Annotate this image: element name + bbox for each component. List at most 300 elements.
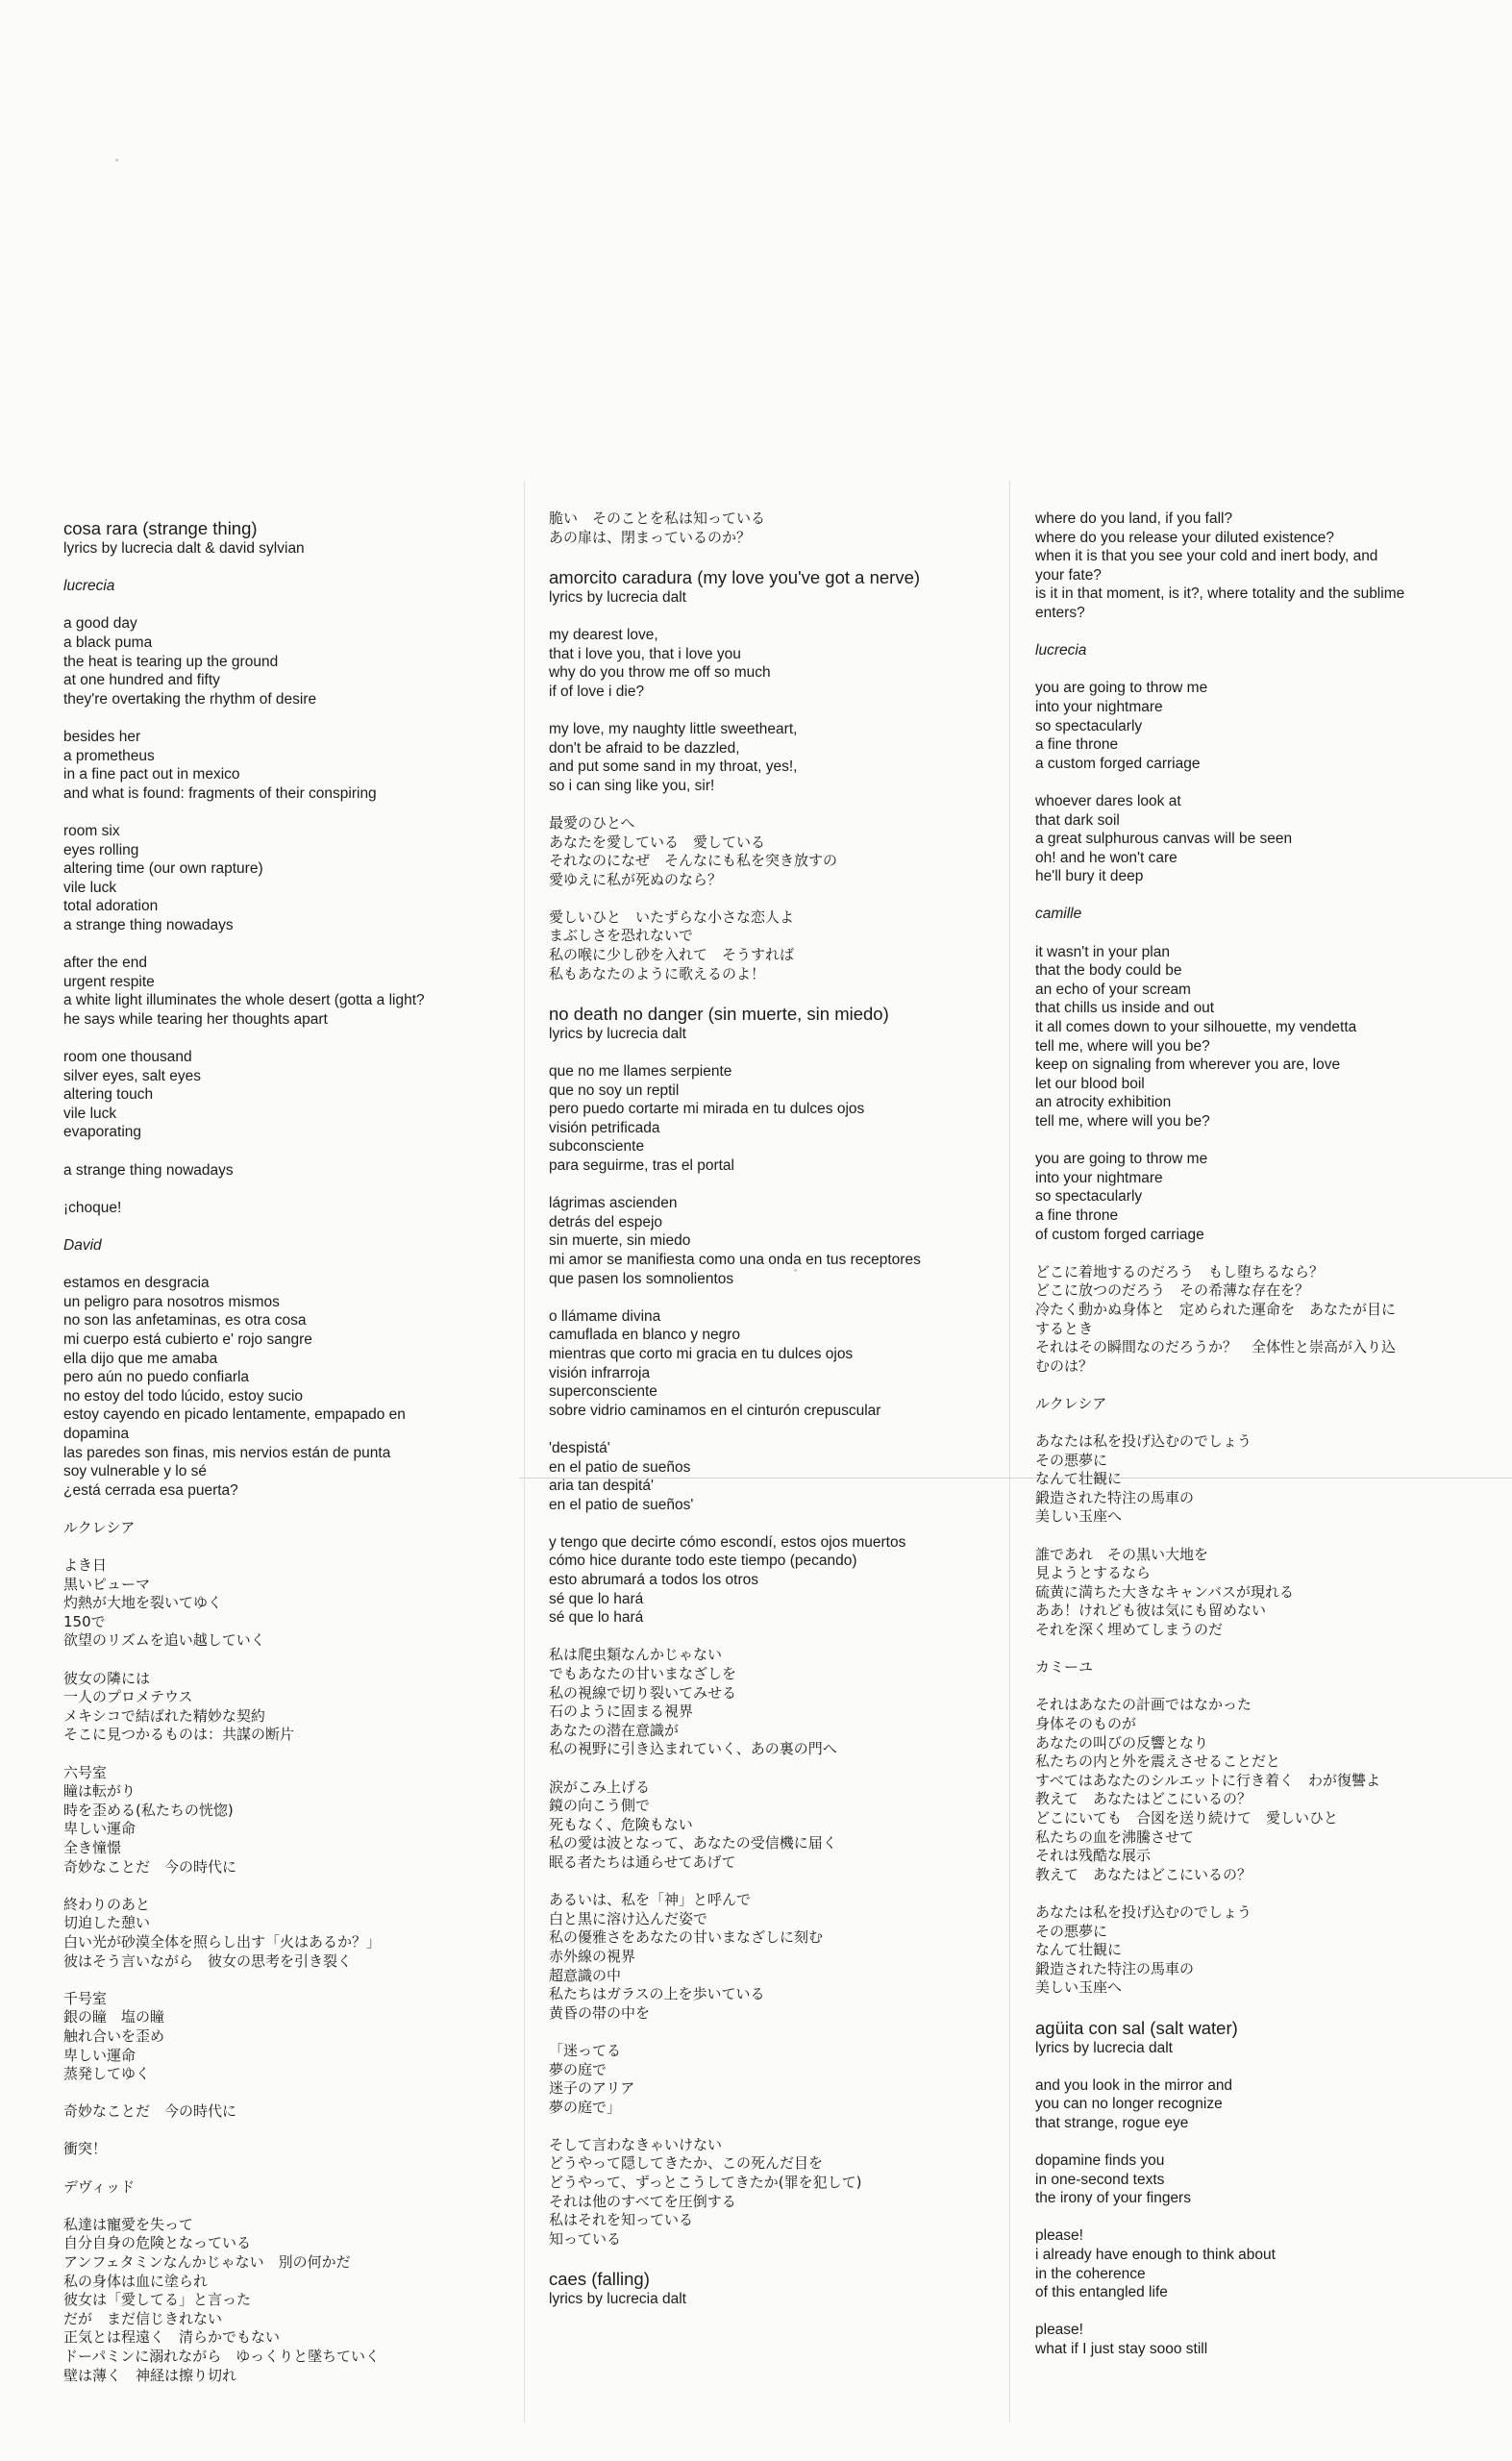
lyric-line: lágrimas ascienden — [549, 1195, 678, 1212]
lyric-line: 私の愛は波となって、あなたの受信機に届く — [549, 1834, 837, 1852]
lyric-line: 衝突！ — [63, 2140, 108, 2158]
lyric-line: 彼女の隣には — [63, 1669, 151, 1687]
lyric-line: aria tan despitá' — [549, 1478, 654, 1495]
lyric-line: 黒いピューマ — [63, 1575, 151, 1593]
lyric-line: sé que lo hará — [549, 1590, 644, 1607]
lyric-line: an atrocity exhibition — [1035, 1094, 1172, 1111]
page-fold-line — [524, 481, 525, 2423]
lyric-stanza — [63, 1274, 515, 1500]
japanese-stanza — [1035, 1903, 1468, 1998]
lyric-line: ルクレシア — [63, 1518, 136, 1536]
lyric-line: 私たちはガラスの上を歩いている — [549, 1985, 765, 2003]
lyric-line: he says while tearing her thoughts apart — [63, 1010, 328, 1028]
lyric-line: when it is that you see your cold and inert body, and — [1035, 548, 1378, 565]
lyric-line: 灼熱が大地を裂いてゆく — [63, 1594, 223, 1612]
lyric-line: it all comes down to your silhouette, my vendetta — [1035, 1019, 1357, 1036]
lyric-line: 六号室 — [63, 1763, 108, 1781]
lyric-line: is it in that moment, is it?, where totality and the sublime — [1035, 585, 1405, 603]
lyric-line: and you look in the mirror and — [1035, 2076, 1233, 2094]
lyric-line: なんて壮観に — [1035, 1470, 1123, 1488]
lyric-line: そこに見つかるものは：共謀の断片 — [63, 1726, 295, 1744]
lyric-stanza — [1035, 2226, 1468, 2301]
lyric-line: a strange thing nowadays — [63, 916, 234, 933]
song-title: caes (falling) — [549, 2269, 650, 2290]
lyrics-column-right — [1035, 510, 1468, 2377]
lyric-line: that chills us inside and out — [1035, 1000, 1215, 1017]
lyric-stanza — [63, 614, 515, 708]
lyric-line: that strange, rogue eye — [1035, 2114, 1189, 2131]
lyric-line: 身体そのものが — [1035, 1715, 1137, 1732]
lyric-line: 彼はそう言いながら 彼女の思考を引き裂く — [63, 1951, 353, 1970]
lyric-line: tell me, where will you be? — [1035, 1113, 1210, 1130]
page-fold-line — [1009, 481, 1010, 2423]
lyric-line: so spectacularly — [1035, 717, 1143, 734]
lyric-line: let our blood boil — [1035, 1075, 1145, 1092]
lyric-line: 超意識の中 — [549, 1966, 622, 1984]
lyric-line: David — [63, 1236, 102, 1254]
lyric-line: mientras que corto mi gracia en tu dulces ojos — [549, 1345, 854, 1362]
lyric-line: 夢の庭で — [549, 2060, 607, 2078]
lyric-line: ドーパミンに溺れながら ゆっくりと墜ちていく — [63, 2348, 380, 2365]
lyric-line: 一人のプロメテウス — [63, 1688, 193, 1706]
lyric-line: 鍛造された特注の馬車の — [1035, 1959, 1195, 1977]
lyric-line: 教えて あなたはどこにいるの？ — [1035, 1865, 1252, 1883]
lyrics-credit: lyrics by lucrecia dalt — [549, 1025, 686, 1042]
lyric-line: メキシコで結ばれた精妙な契約 — [63, 1706, 265, 1725]
lyric-line: don't be afraid to be dazzled, — [549, 739, 740, 757]
lyric-stanza — [549, 1194, 991, 1288]
japanese-stanza — [63, 1670, 515, 1745]
japanese-stanza — [1035, 1432, 1468, 1527]
lyric-line: 知っている — [549, 2229, 622, 2248]
lyric-line: un peligro para nosotros mismos — [63, 1293, 280, 1310]
lyric-line: you are going to throw me — [1035, 680, 1208, 697]
lyric-line: 私たちの血を沸騰させて — [1035, 1827, 1195, 1846]
lyric-line: 奇妙なことだ 今の時代に — [63, 2102, 237, 2121]
lyric-line: a custom forged carriage — [1035, 755, 1201, 772]
lyric-line: ルクレシア — [1035, 1394, 1107, 1412]
lyric-line: 夢の庭で」 — [549, 2098, 622, 2116]
lyric-line: into your nightmare — [1035, 1169, 1163, 1186]
japanese-stanza — [549, 1778, 991, 1873]
lyric-line: mi amor se manifiesta como una onda en tus receptores — [549, 1251, 921, 1268]
lyric-line: 150で — [63, 1612, 106, 1630]
lyric-line: あなたの叫びの反響となり — [1035, 1733, 1209, 1752]
lyric-line: なんて壮観に — [1035, 1941, 1123, 1959]
lyric-line: after the end — [63, 955, 148, 972]
lyric-line: in a fine pact out in mexico — [63, 766, 240, 783]
lyric-line: 私達は寵愛を失って — [63, 2215, 194, 2233]
lyric-stanza — [1035, 943, 1468, 1131]
lyric-line: 瞳は転がり — [63, 1782, 136, 1801]
song-title-block — [549, 566, 991, 608]
lyrics-credit: lyrics by lucrecia dalt — [549, 588, 686, 606]
japanese-stanza — [549, 510, 991, 547]
speaker-label — [63, 1236, 515, 1255]
lyric-line: and put some sand in my throat, yes!, — [549, 758, 798, 776]
lyric-line: en el patio de sueños — [549, 1458, 691, 1476]
japanese-stanza — [63, 1990, 515, 2084]
lyric-line: total adoration — [63, 898, 159, 915]
lyric-line: esto abrumará a todos los otros — [549, 1572, 758, 1589]
lyric-line: 愛ゆえに私が死ぬのなら？ — [549, 870, 723, 888]
lyric-line: soy vulnerable y lo sé — [63, 1463, 208, 1480]
lyric-line: ああ！けれども彼は気にも留めない — [1035, 1602, 1267, 1620]
lyric-line: 欲望のリズムを追い越していく — [63, 1631, 265, 1650]
lyric-stanza — [63, 1199, 515, 1218]
lyric-line: よき日 — [63, 1556, 108, 1575]
lyric-line: 切迫した憩い — [63, 1914, 151, 1932]
lyric-line: keep on signaling from wherever you are, love — [1035, 1056, 1341, 1074]
japanese-stanza — [63, 2140, 515, 2159]
lyric-line: besides her — [63, 728, 141, 745]
lyric-line: あるいは、私を「神」と呼んで — [549, 1891, 752, 1909]
lyric-line: superconsciente — [549, 1383, 657, 1401]
lyric-line: que pasen los somnolientos — [549, 1270, 734, 1287]
lyric-stanza — [549, 1533, 991, 1628]
lyric-line: my love, my naughty little sweetheart, — [549, 720, 798, 737]
japanese-stanza — [549, 1891, 991, 2023]
lyric-line: what if I just stay sooo still — [1035, 2341, 1208, 2357]
lyric-line: a great sulphurous canvas will be seen — [1035, 831, 1293, 848]
song-title: cosa rara (strange thing) — [63, 518, 258, 538]
song-title: amorcito caradura (my love you've got a nerve) — [549, 566, 921, 587]
lyric-line: it wasn't in your plan — [1035, 943, 1170, 960]
lyric-line: a fine throne — [1035, 736, 1119, 754]
lyric-line: that the body could be — [1035, 962, 1182, 980]
lyric-line: pero puedo cortarte mi mirada en tu dulces ojos — [549, 1101, 865, 1118]
lyric-line: estamos en desgracia — [63, 1275, 210, 1292]
lyric-line: 卑しい運命 — [63, 1820, 136, 1838]
lyric-line: あなたを愛している 愛している — [549, 833, 766, 851]
lyric-line: so i can sing like you, sir! — [549, 777, 715, 794]
lyric-line: あなたは私を投げ込むのでしょう — [1035, 1902, 1252, 1921]
lyric-line: whoever dares look at — [1035, 792, 1181, 809]
lyric-stanza — [1035, 679, 1468, 773]
song-title-block — [1035, 2017, 1468, 2058]
lyric-line: 私の喉に少し砂を入れて そうすれば — [549, 946, 795, 964]
lyric-line: and what is found: fragments of their conspiring — [63, 784, 377, 802]
lyric-line: 硫黄に満ちた大きなキャンバスが現れる — [1035, 1582, 1294, 1601]
lyric-line: lucrecia — [63, 578, 115, 595]
japanese-stanza — [63, 1519, 515, 1538]
lyric-line: 千号室 — [63, 1989, 108, 2007]
lyric-line: para seguirme, tras el portal — [549, 1157, 734, 1174]
lyric-line: please! — [1035, 2227, 1083, 2245]
lyric-line: las paredes son finas, mis nervios están de punta — [63, 1444, 391, 1461]
lyric-line: 美しい玉座へ — [1035, 1507, 1123, 1526]
lyric-line: subconsciente — [549, 1138, 645, 1156]
lyric-line: vile luck — [63, 1105, 117, 1122]
lyric-line: the heat is tearing up the ground — [63, 653, 279, 670]
speaker-label — [63, 577, 515, 596]
lyric-line: y tengo que decirte cómo escondí, estos ojos muertos — [549, 1533, 906, 1551]
lyric-stanza — [549, 1439, 991, 1514]
lyrics-credit: lyrics by lucrecia dalt — [1035, 2039, 1173, 2056]
lyric-line: sobre vidrio caminamos en el cinturón crepuscular — [549, 1402, 881, 1419]
lyric-line: 私の身体は血に塗られ — [63, 2272, 209, 2290]
lyric-stanza — [63, 728, 515, 803]
lyric-line: oh! and he won't care — [1035, 849, 1177, 866]
lyric-line: ella dijo que me amaba — [63, 1350, 218, 1367]
lyric-line: 見ようとするなら — [1035, 1564, 1152, 1582]
lyric-line: デヴィッド — [63, 2177, 136, 2196]
lyric-line: 鏡の向こう側で — [549, 1797, 651, 1815]
japanese-stanza — [63, 2178, 515, 2198]
lyric-line: you are going to throw me — [1035, 1151, 1208, 1168]
song-title-block — [63, 517, 515, 559]
lyric-line: the irony of your fingers — [1035, 2190, 1191, 2207]
japanese-stanza — [63, 1556, 515, 1651]
lyric-line: a good day — [63, 615, 137, 633]
lyric-line: 'despistá' — [549, 1439, 610, 1456]
lyric-line: 涙がこみ上げる — [549, 1777, 651, 1796]
lyric-line: that dark soil — [1035, 811, 1120, 829]
lyric-line: room six — [63, 822, 120, 839]
lyric-line: 石のように固まる視界 — [549, 1703, 694, 1721]
lyric-line: カミーユ — [1035, 1658, 1094, 1677]
lyric-line: que no me llames serpiente — [549, 1063, 732, 1081]
lyric-line: 私たちの内と外を震えさせることだと — [1035, 1753, 1281, 1771]
lyric-line: that i love you, that i love you — [549, 645, 741, 662]
lyric-line: その悪夢に — [1035, 1451, 1108, 1469]
lyric-line: 赤外線の視界 — [549, 1947, 636, 1965]
lyric-line: detrás del espejo — [549, 1213, 663, 1230]
lyric-line: 誰であれ その黒い大地を — [1035, 1545, 1209, 1563]
lyric-line: urgent respite — [63, 973, 155, 990]
lyric-line: 白と黒に溶け込んだ姿で — [549, 1909, 708, 1927]
lyric-stanza — [63, 954, 515, 1029]
japanese-stanza — [63, 1764, 515, 1877]
lyric-line: 愛しいひと いたずらな小さな恋人よ — [549, 907, 795, 926]
lyric-line: あなたは私を投げ込むのでしょう — [1035, 1432, 1252, 1451]
lyric-line: in the coherence — [1035, 2265, 1146, 2282]
lyric-line: まぶしさを恐れないで — [549, 927, 694, 945]
lyric-line: それは他のすべてを圧倒する — [549, 2192, 736, 2210]
lyric-line: visión petrificada — [549, 1119, 660, 1136]
song-title: no death no danger (sin muerte, sin miedo) — [549, 1003, 889, 1024]
lyric-line: lucrecia — [1035, 642, 1087, 659]
lyric-line: an echo of your scream — [1035, 981, 1191, 998]
lyric-line: 卑しい運命 — [63, 2046, 136, 2064]
japanese-stanza — [549, 1646, 991, 1759]
lyric-line: 彼女は「愛してる」と言った — [63, 2291, 252, 2309]
lyric-line: no estoy del todo lúcido, estoy sucio — [63, 1387, 304, 1405]
lyric-line: 脆い そのことを私は知っている — [549, 510, 766, 527]
lyric-line: camille — [1035, 906, 1082, 923]
lyric-line: evaporating — [63, 1124, 142, 1141]
lyric-stanza — [1035, 510, 1468, 623]
lyric-line: あの扉は、閉まっているのか？ — [549, 528, 752, 546]
lyric-line: mi cuerpo está cubierto e' rojo sangre — [63, 1330, 312, 1348]
lyric-line: 私の優雅さをあなたの甘いまなざしに刻む — [549, 1928, 824, 1947]
lyric-line: 私は爬虫類なんかじゃない — [549, 1646, 723, 1664]
lyric-line: they're overtaking the rhythm of desire — [63, 690, 317, 708]
lyric-line: それを深く埋めてしまうのだ — [1035, 1621, 1224, 1639]
lyric-line: so spectacularly — [1035, 1188, 1143, 1206]
lyric-line: pero aún no puedo confiarla — [63, 1369, 250, 1386]
lyric-line: どうやって、ずっとこうしてきたか(罪を犯して) — [549, 2174, 862, 2192]
lyric-line: 蒸発してゆく — [63, 2065, 151, 2083]
lyric-stanza — [549, 720, 991, 795]
lyric-line: que no soy un reptil — [549, 1081, 680, 1099]
lyric-line: 教えて あなたはどこにいるの？ — [1035, 1790, 1252, 1808]
japanese-stanza — [549, 2136, 991, 2250]
lyric-line: 白い光が砂漠全体を照らし出す「火はあるか？」 — [63, 1932, 382, 1951]
lyrics-column-middle — [549, 510, 991, 2327]
lyric-stanza — [63, 822, 515, 935]
lyric-line: eyes rolling — [63, 841, 139, 858]
lyric-line: cómo hice durante todo este tiempo (pecando) — [549, 1553, 857, 1570]
lyric-line: 「迷ってる — [549, 2041, 622, 2059]
japanese-stanza — [1035, 1658, 1468, 1678]
lyric-line: すべてはあなたのシルエットに行き着く わが復讐よ — [1035, 1771, 1381, 1789]
lyric-line: my dearest love, — [549, 626, 658, 643]
japanese-stanza — [549, 908, 991, 983]
lyric-line: 自分自身の危険となっている — [63, 2234, 252, 2252]
lyric-line: visión infrarroja — [549, 1364, 651, 1381]
lyric-stanza — [549, 1062, 991, 1176]
lyric-line: he'll bury it deep — [1035, 868, 1144, 885]
lyric-line: no son las anfetaminas, es otra cosa — [63, 1312, 307, 1330]
japanese-stanza — [1035, 1395, 1468, 1414]
lyric-line: 私はそれを知っている — [549, 2211, 694, 2229]
lyric-line: 奇妙なことだ 今の時代に — [63, 1857, 237, 1876]
lyric-line: どうやって隠してきたか、この死んだ目を — [549, 2154, 824, 2173]
lyric-line: 冷たく動かぬ身体と 定められた運命を あなたが目に — [1035, 1300, 1397, 1318]
lyric-line: 全き憧憬 — [63, 1838, 122, 1856]
lyric-line: o llámame divina — [549, 1307, 661, 1325]
lyric-line: でもあなたの甘いまなざしを — [549, 1665, 737, 1683]
lyric-line: of custom forged carriage — [1035, 1226, 1204, 1243]
lyric-line: 美しい玉座へ — [1035, 1978, 1123, 1997]
japanese-stanza — [63, 1896, 515, 1971]
lyric-line: 死もなく、危険もない — [549, 1815, 693, 1833]
lyric-line: if of love i die? — [549, 683, 645, 700]
lyric-line: dopamina — [63, 1425, 130, 1442]
lyric-line: estoy cayendo en picado lentamente, empapado en — [63, 1406, 406, 1424]
lyric-line: 銀の瞳 塩の瞳 — [63, 2008, 165, 2026]
paper-speck — [115, 159, 118, 162]
lyric-line: 壁は薄く 神経は擦り切れ — [63, 2366, 237, 2384]
song-title: agüita con sal (salt water) — [1035, 2017, 1238, 2038]
speaker-label — [1035, 641, 1468, 660]
lyric-line: 鍛造された特注の馬車の — [1035, 1488, 1195, 1506]
lyric-line: その悪夢に — [1035, 1922, 1108, 1940]
lyric-line: altering touch — [63, 1086, 154, 1104]
lyric-line: それなのになぜ そんなにも私を突き放すの — [549, 852, 838, 870]
lyric-line: 私の視線で切り裂いてみせる — [549, 1683, 737, 1702]
lyric-line: why do you throw me off so much — [549, 664, 771, 682]
lyric-line: 迷子のアリア — [549, 2079, 635, 2098]
lyric-line: どこにいても 合図を送り続けて 愛しいひと — [1035, 1808, 1339, 1827]
lyric-line: where do you land, if you fall? — [1035, 510, 1233, 527]
japanese-stanza — [63, 2216, 515, 2385]
lyric-line: camuflada en blanco y negro — [549, 1327, 741, 1344]
japanese-stanza — [549, 814, 991, 889]
lyric-line: 黄昏の帯の中を — [549, 2003, 651, 2022]
japanese-stanza — [1035, 1263, 1468, 1377]
lyric-line: a fine throne — [1035, 1206, 1119, 1224]
lyric-line: of this entangled life — [1035, 2284, 1168, 2301]
japanese-stanza — [1035, 1546, 1468, 1640]
lyric-line: tell me, where will you be? — [1035, 1037, 1210, 1055]
lyric-line: dopamine finds you — [1035, 2152, 1165, 2170]
lyric-line: vile luck — [63, 879, 117, 896]
lyric-line: むのは？ — [1035, 1356, 1094, 1375]
lyric-line: silver eyes, salt eyes — [63, 1067, 201, 1084]
lyric-line: sé que lo hará — [549, 1609, 644, 1627]
lyric-line: ¿está cerrada esa puerta? — [63, 1481, 238, 1499]
lyric-line: どこに着地するのだろう もし堕ちるなら？ — [1035, 1262, 1325, 1280]
lyric-stanza — [1035, 1150, 1468, 1244]
lyric-stanza — [549, 1307, 991, 1421]
lyric-line: a strange thing nowadays — [63, 1161, 234, 1179]
lyric-line: at one hundred and fifty — [63, 672, 220, 689]
lyric-line: 眠る者たちは通らせてあげて — [549, 1852, 736, 1871]
lyric-line: a prometheus — [63, 747, 155, 764]
lyric-stanza — [1035, 2151, 1468, 2208]
lyrics-credit: lyrics by lucrecia dalt — [549, 2291, 686, 2308]
lyric-line: 時を歪める(私たちの恍惚) — [63, 1801, 234, 1819]
lyric-line: あなたの潜在意識が — [549, 1721, 680, 1739]
song-title-block — [549, 1003, 991, 1044]
lyric-line: you can no longer recognize — [1035, 2096, 1223, 2113]
lyric-line: 正気とは程遠く 清らかでもない — [63, 2328, 281, 2347]
japanese-stanza — [1035, 1696, 1468, 1884]
lyric-line: 触れ合いを歪め — [63, 2026, 165, 2045]
lyric-line: in one-second texts — [1035, 2171, 1165, 2188]
japanese-stanza — [549, 2042, 991, 2117]
lyric-line: enters? — [1035, 604, 1085, 621]
lyric-line: アンフェタミンなんかじゃない 別の何かだ — [63, 2253, 351, 2272]
lyric-line: それはあなたの計画ではなかった — [1035, 1696, 1252, 1714]
lyric-line: a black puma — [63, 634, 153, 651]
lyric-line: そして言わなきゃいけない — [549, 2135, 723, 2153]
lyric-line: your fate? — [1035, 566, 1102, 584]
lyric-line: それはその瞬間なのだろうか？ 全体性と崇高が入り込 — [1035, 1338, 1397, 1356]
lyric-line: altering time (our own rapture) — [63, 860, 263, 878]
lyrics-column-left — [63, 510, 515, 2404]
song-title-block — [549, 2268, 991, 2309]
japanese-stanza — [63, 2102, 515, 2122]
lyric-line: en el patio de sueños' — [549, 1496, 694, 1513]
lyric-line: 私もあなたのように歌えるのよ！ — [549, 964, 766, 982]
lyric-line: a white light illuminates the whole desert (gotta a light? — [63, 992, 425, 1009]
lyric-line: 私の視野に引き込まれていく、あの裏の門へ — [549, 1740, 837, 1758]
lyric-line: それは残酷な展示 — [1035, 1847, 1152, 1865]
lyric-line: please! — [1035, 2322, 1083, 2339]
lyric-line: into your nightmare — [1035, 698, 1163, 715]
lyric-line: room one thousand — [63, 1049, 192, 1066]
lyrics-credit: lyrics by lucrecia dalt & david sylvian — [63, 540, 305, 557]
lyric-line: i already have enough to think about — [1035, 2247, 1276, 2264]
lyric-line: するとき — [1035, 1319, 1094, 1337]
lyric-line: どこに放つのだろう その希薄な存在を？ — [1035, 1281, 1310, 1300]
lyric-stanza — [63, 1048, 515, 1142]
lyric-line: sin muerte, sin miedo — [549, 1232, 691, 1250]
speaker-label — [1035, 905, 1468, 924]
lyric-stanza — [1035, 2076, 1468, 2133]
lyric-stanza — [1035, 792, 1468, 886]
lyric-stanza — [1035, 2321, 1468, 2358]
lyric-line: where do you release your diluted existence? — [1035, 529, 1335, 546]
lyric-line: ¡choque! — [63, 1199, 122, 1216]
lyric-stanza — [549, 626, 991, 701]
lyric-stanza — [63, 1161, 515, 1181]
lyric-line: 終わりのあと — [63, 1895, 151, 1913]
lyric-line: 最愛のひとへ — [549, 813, 635, 832]
